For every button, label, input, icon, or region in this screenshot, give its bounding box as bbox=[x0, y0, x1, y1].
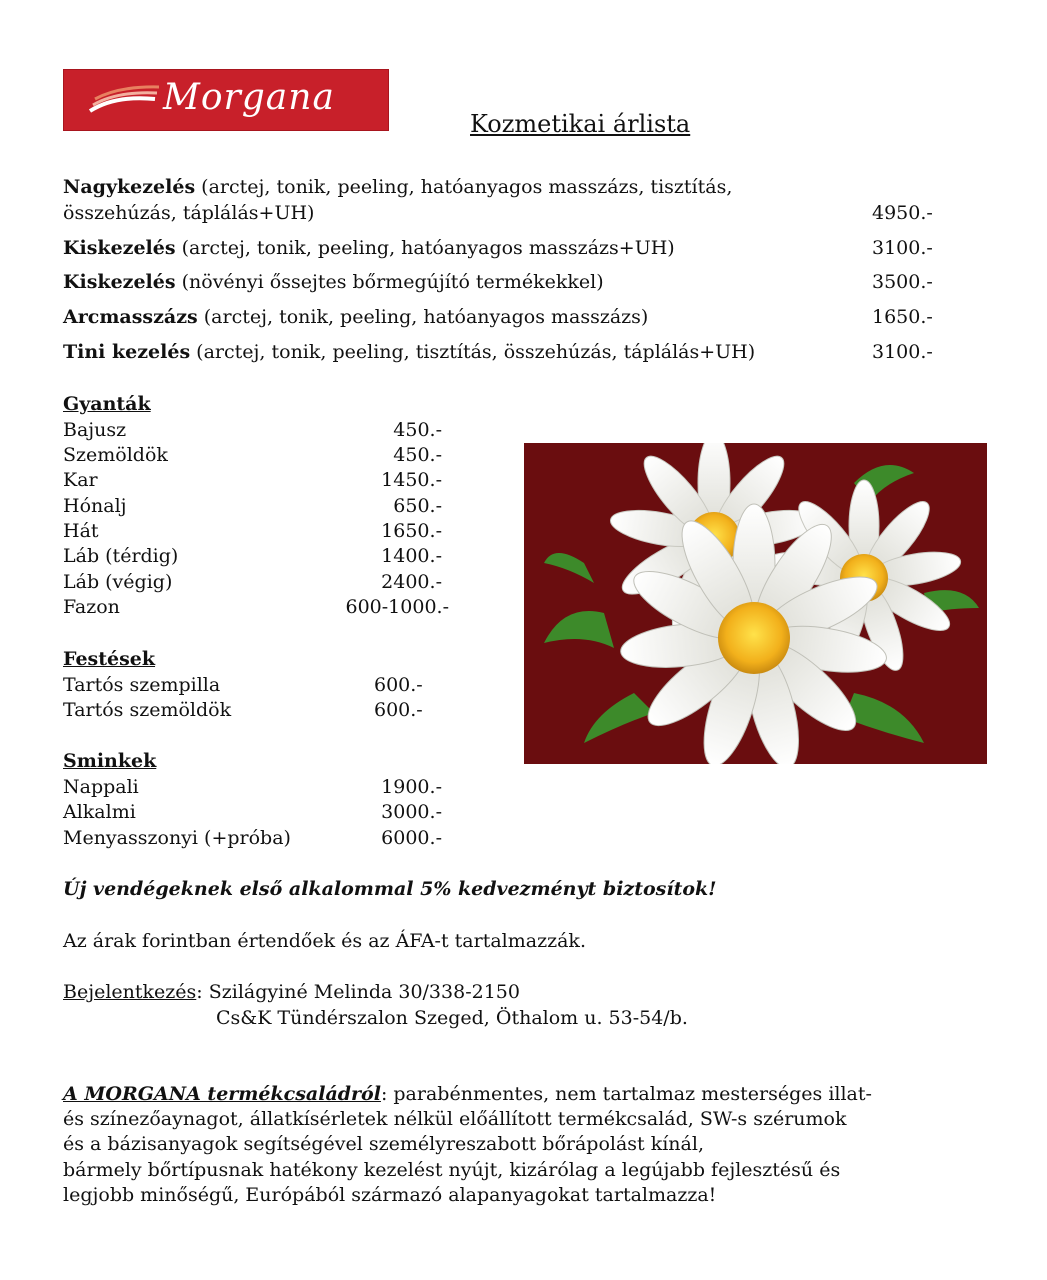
service-name: Kiskezelés bbox=[63, 237, 176, 259]
price-row-value: 1450.- bbox=[381, 469, 442, 491]
booking-label: Bejelentkezés bbox=[63, 981, 197, 1003]
service-price: 3500.- bbox=[872, 271, 933, 293]
service-line bbox=[63, 305, 648, 329]
about-text: : parabénmentes, nem tartalmaz mesterséges illat- bbox=[380, 1083, 872, 1105]
price-row-name: Nappali bbox=[63, 776, 139, 798]
service-line bbox=[63, 236, 675, 260]
price-row-name: Kar bbox=[63, 469, 98, 491]
service-line bbox=[63, 175, 732, 199]
about-label: A MORGANA termékcsaládról bbox=[63, 1083, 381, 1105]
price-row-name: Menyasszonyi (+próba) bbox=[63, 827, 291, 849]
price-row-name: Alkalmi bbox=[63, 801, 136, 823]
service-desc: (növényi őssejtes bőrmegújító termékekkel) bbox=[175, 271, 604, 293]
daisy-image bbox=[524, 443, 987, 764]
service-name: Nagykezelés bbox=[63, 176, 196, 198]
price-row-value: 1650.- bbox=[381, 520, 442, 542]
about-line: és a bázisanyagok segítségével személyreszabott bőrápolást kínál, bbox=[63, 1133, 704, 1155]
section-title-sminkek: Sminkek bbox=[63, 750, 157, 772]
price-row-value: 600-1000.- bbox=[345, 596, 449, 618]
service-line-cont: összehúzás, táplálás+UH) bbox=[63, 202, 315, 224]
price-row-name: Láb (térdig) bbox=[63, 545, 179, 567]
price-row-value: 6000.- bbox=[381, 827, 442, 849]
about-line: legjobb minőségű, Európából származó alapanyagokat tartalmazza! bbox=[63, 1184, 717, 1206]
service-name: Arcmasszázs bbox=[63, 306, 198, 328]
service-desc: (arctej, tonik, peeling, tisztítás, összehúzás, táplálás+UH) bbox=[190, 341, 756, 363]
booking-line bbox=[63, 980, 520, 1004]
service-price: 3100.- bbox=[872, 237, 933, 259]
about-line: bármely bőrtípusnak hatékony kezelést nyújt, kizárólag a legújabb fejlesztésű és bbox=[63, 1159, 841, 1181]
price-row-name: Bajusz bbox=[63, 419, 127, 441]
service-price: 4950.- bbox=[872, 202, 933, 224]
service-desc: (arctej, tonik, peeling, hatóanyagos masszázs+UH) bbox=[175, 237, 675, 259]
service-price: 1650.- bbox=[872, 306, 933, 328]
vat-note: Az árak forintban értendőek és az ÁFA-t tartalmazzák. bbox=[63, 930, 586, 952]
booking-address: Cs&K Tündérszalon Szeged, Öthalom u. 53-54/b. bbox=[216, 1007, 688, 1029]
service-line bbox=[63, 340, 755, 364]
section-title-festesek: Festések bbox=[63, 648, 156, 670]
service-name: Tini kezelés bbox=[63, 341, 191, 363]
price-row-name: Tartós szempilla bbox=[63, 674, 221, 696]
price-row-value: 450.- bbox=[393, 419, 442, 441]
price-row-name: Szemöldök bbox=[63, 444, 168, 466]
page-title: Kozmetikai árlista bbox=[470, 110, 691, 138]
daisy-icon bbox=[524, 443, 987, 764]
price-row-value: 650.- bbox=[393, 495, 442, 517]
section-title-gyantak: Gyanták bbox=[63, 393, 151, 415]
price-row-value: 450.- bbox=[393, 444, 442, 466]
service-name: Kiskezelés bbox=[63, 271, 176, 293]
price-row-value: 2400.- bbox=[381, 571, 442, 593]
about-line bbox=[63, 1082, 872, 1106]
price-row-name: Hónalj bbox=[63, 495, 127, 517]
price-row-name: Tartós szemöldök bbox=[63, 699, 232, 721]
morgana-logo bbox=[63, 69, 389, 131]
price-row-value: 600.- bbox=[374, 674, 423, 696]
service-desc: (arctej, tonik, peeling, hatóanyagos masszázs) bbox=[197, 306, 649, 328]
price-row-value: 1400.- bbox=[381, 545, 442, 567]
booking-contact: : Szilágyiné Melinda 30/338-2150 bbox=[196, 981, 520, 1003]
price-row-value: 1900.- bbox=[381, 776, 442, 798]
service-desc: (arctej, tonik, peeling, hatóanyagos masszázs, tisztítás, bbox=[195, 176, 733, 198]
logo-text: Morgana bbox=[163, 77, 335, 118]
price-row-name: Hát bbox=[63, 520, 99, 542]
service-line bbox=[63, 270, 604, 294]
logo-swoosh-icon bbox=[85, 81, 165, 121]
promo-text: Új vendégeknek első alkalommal 5% kedvezményt biztosítok! bbox=[63, 878, 717, 900]
price-row-name: Láb (végig) bbox=[63, 571, 173, 593]
about-line: és színezőaynagot, állatkísérletek nélkül előállított termékcsalád, SW-s szérumok bbox=[63, 1108, 847, 1130]
price-row-value: 3000.- bbox=[381, 801, 442, 823]
service-price: 3100.- bbox=[872, 341, 933, 363]
price-row-name: Fazon bbox=[63, 596, 120, 618]
price-row-value: 600.- bbox=[374, 699, 423, 721]
